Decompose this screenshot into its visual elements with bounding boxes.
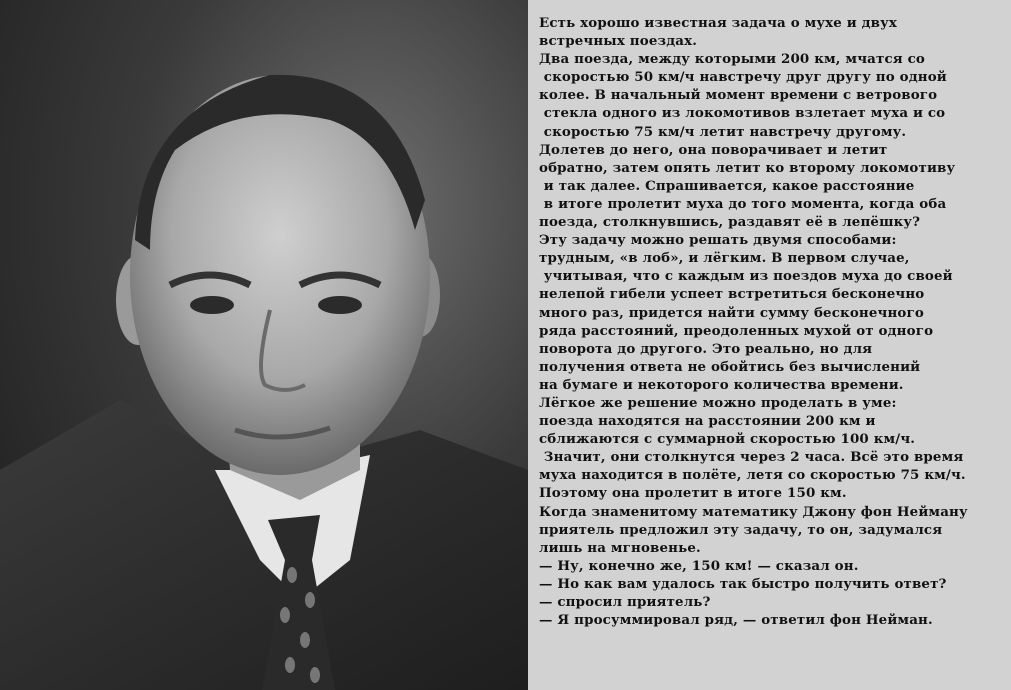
text-line: Лёгкое же решение можно проделать в уме: [539, 394, 897, 411]
text-line: скоростью 50 км/ч навстречу друг другу по одной [539, 69, 947, 86]
text-line: — спросил приятель? [539, 594, 711, 610]
text-line: поворота до другого. Это реально, но для [539, 340, 873, 357]
text-line: много раз, придется найти сумму бесконечного [539, 304, 924, 321]
text-line: Эту задачу можно решать двумя способами: [539, 232, 897, 249]
text-line: и так далее. Спрашивается, какое расстояние [539, 177, 915, 194]
text-line: — Я просуммировал ряд, — ответил фон Нейман. [539, 612, 933, 629]
text-line: получения ответа не обойтись без вычислений [539, 358, 921, 375]
text-line: нелепой гибели успеет встретиться бесконечно [539, 286, 925, 303]
text-line: Два поезда, между которыми 200 км, мчатся со [539, 51, 925, 68]
text-line: сближаются с суммарной скоростью 100 км/ч. [539, 431, 916, 448]
text-line: колее. В начальный момент времени с ветрового [539, 87, 938, 104]
text-line: учитывая, что с каждым из поездов муха до своей [539, 268, 953, 285]
text-line: обратно, затем опять летит ко второму локомотиву [539, 159, 956, 176]
text-line: муха находится в полёте, летя со скоростью 75 км/ч. [539, 467, 966, 484]
text-line: Есть хорошо известная задача о мухе и двух [539, 15, 897, 31]
text-line: Когда знаменитому математику Джону фон Нейману [539, 503, 968, 520]
story-text-panel [528, 0, 1011, 690]
text-line: Долетев до него, она поворачивает и летит [539, 141, 888, 158]
text-line: — Ну, конечно же, 150 км! — сказал он. [539, 557, 859, 574]
text-line: приятель предложил эту задачу, то он, задумался [539, 521, 943, 538]
left-eye [190, 296, 234, 314]
text-line: ряда расстояний, преодоленных мухой от одного [539, 322, 934, 339]
text-line: скоростью 75 км/ч летит навстречу другому. [539, 123, 907, 140]
text-line: встречных поездах. [539, 33, 698, 50]
text-line: поезда, столкнувшись, раздавят её в лепёшку? [539, 214, 921, 231]
text-line: Поэтому она пролетит в итоге 150 км. [539, 485, 847, 502]
text-line: лишь на мгновенье. [539, 539, 701, 556]
text-line: на бумаге и некоторого количества времени. [539, 376, 904, 393]
right-eye [318, 296, 362, 314]
text-line: трудным, «в лоб», и лёгким. В первом случае, [539, 250, 910, 267]
text-line: Значит, они столкнутся через 2 часа. Всё это время [539, 449, 964, 466]
text-line: стекла одного из локомотивов взлетает муха и со [539, 105, 946, 122]
text-line: поезда находятся на расстоянии 200 км и [539, 413, 876, 430]
text-line: — Но как вам удалось так быстро получить ответ? [539, 575, 947, 592]
text-line: в итоге пролетит муха до того момента, когда оба [539, 195, 947, 212]
